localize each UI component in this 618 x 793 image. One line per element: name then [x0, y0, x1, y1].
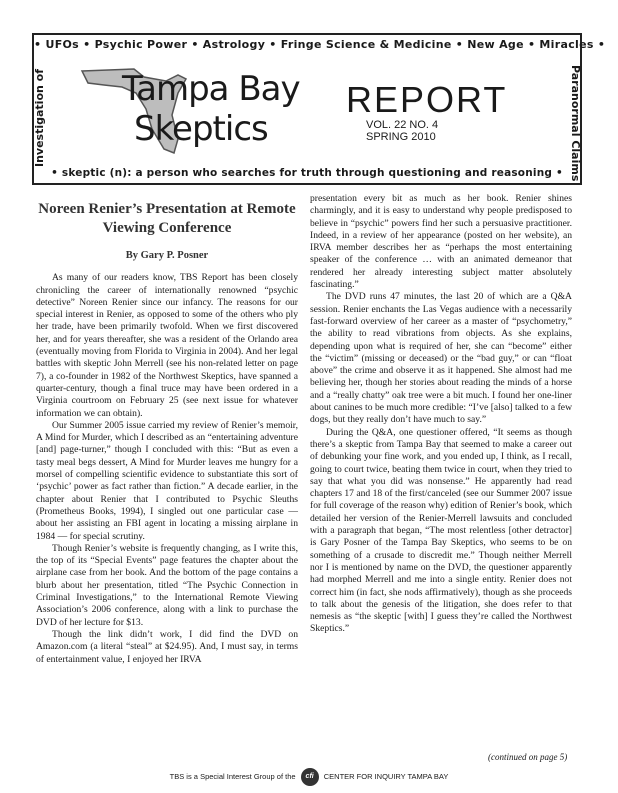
paragraph: Though the link didn’t work, I did find the DVD on Amazon.com (a literal “steal” at $24.95). And, I must say, in terms of entertainment value, I enjoyed her IRVA — [36, 628, 298, 665]
paragraph: Our Summer 2005 issue carried my review of Renier’s memoir, A Mind for Murder, which I described as an “entertaining adventure [and] page-turner,” though I concluded with this: “But as even a tasty meal begs dessert, A Mind for Murder leaves me hungry for a morsel of compelling scientific evidence to substantiate this sort of ‘psychic’ power as fact rather than fiction.” A decade earlier, in the chapter about Renier that I contributed to Psychic Sleuths (Prometheus Books, 1994), I singled out one particular case — about her assisting an FBI agent in locating a missing airplane in 1984 — for special scrutiny. — [36, 419, 298, 542]
brand-name-line2: Skeptics — [134, 109, 268, 149]
masthead-tagline: • skeptic (n): a person who searches for truth through questioning and reasoning • — [51, 167, 563, 179]
paragraph: The DVD runs 47 minutes, the last 20 of which are a Q&A session. Renier enchants the Las Vegas audience with a necessarily fast-forward overview of her career as a master of “psychometry,” the ability to read vibrations from objects. As she explains, depending upon what is required of her, she can “become” either the “victim” (missing or deceased) or the “bad guy,” or can “float above” the crime and observe it as it happened. She almost had me believing her, though her stories about reading the minds of a horse and a “really chatty” oak tree were a bit much. I found her one-liner about canines to be much more credible: “I’ve [also] talked to a few dogs, but they really don’t have much to say.” — [310, 291, 572, 426]
footer-text-right: CENTER FOR INQUIRY TAMPA BAY — [323, 771, 449, 781]
continued-note: (continued on page 5) — [488, 752, 568, 762]
cfi-logo-icon: cfi — [301, 768, 319, 786]
report-title: REPORT — [346, 79, 508, 120]
paragraph: During the Q&A, one questioner offered, “It seems as though there’s a skeptic from Tampa Bay that seemed to make a career out of debunking your fine work, and you ended up, I think, as I recall, going to court twice, beating them twice in court, when they tried to say that what you did was nonsense.” He apparently had read chapters 17 and 18 of the first/canceled (see our Summer 2007 issue for full coverage of the reason why) edition of Renier’s book, which detailed her version of the Renier-Merrell lawsuits and concluded with a paragraph that began, “The most relentless [other detractor] is Gary Posner of the Tampa Bay Skeptics, who seems to be on something of a crusade to discredit me.” Though neither Merrell nor I is mentioned by name on the DVD, the questioner apparently had morphed Merrell and me into a single entity. Renier does not correct him (in fact, she nods affirmatively), though as she proceeds to talk about the genesis of the litigation, she does refer to that nemesis as “the skeptic [with] I guess they’re called the Northwest Skeptics.” — [310, 426, 572, 635]
paragraph: As many of our readers know, TBS Report has been closely chronicling the career of internationally renowned “psychic detective” Noreen Renier since our infancy. The reasons for our special interest in Renier, as opposed to some of the others who ply her trade, have been primarily twofold. When we first discovered her, and for years thereafter, she was a resident of the Orlando area (eventually moving from Florida to Virginia in 2004). And her legal battles with skeptic John Merrell (see his non-related letter on page 7), a co-founder in 1982 of the Northwest Skeptics, have spanned a quarter-century, though a final truce may have been ordered in a Virginia courtroom on February 25 (see next issue for whatever information we can obtain). — [36, 272, 298, 419]
masthead-topline: • UFOs • Psychic Power • Astrology • Fringe Science & Medicine • New Age • Miracles • — [34, 38, 606, 51]
article-byline: By Gary P. Posner — [125, 250, 209, 261]
masthead-right-vertical-text: Paranormal Claims — [569, 65, 582, 182]
article-title: Noreen Renier’s Presentation at Remote Viewing Conference — [38, 201, 296, 236]
issue-info — [366, 119, 438, 143]
paragraph: Though Renier’s website is frequently changing, as I write this, the top of its “Special Events” page features the chapter about the airplane case from her book. And the bottom of the page contains a blurb about her presentation, titled “The Psychic Connection in Criminal Investigations,” to the International Remote Viewing Association’s 2006 conference, along with a link to purchase the DVD of her lecture for $13. — [36, 542, 298, 628]
paragraph: presentation every bit as much as her book. Renier shines charmingly, and it is easy to understand why people predisposed to believe in “psychic” powers find her such a persuasive practitioner. Indeed, in a review of her appearance (posted on her website), an IRVA member describes her as “perhaps the most entertaining speaker of the conference … with an animated demeanor that rendered her already interesting subject matter absolutely fascinating.” — [310, 193, 572, 291]
left-column — [36, 200, 298, 666]
volume-number: VOL. 22 NO. 4 — [366, 119, 439, 131]
masthead — [32, 33, 606, 185]
masthead-left-vertical-text: Investigation of — [33, 68, 46, 168]
issue-season: SPRING 2010 — [366, 131, 436, 143]
footer — [0, 768, 618, 786]
brand-name-line1: Tampa Bay — [122, 69, 300, 109]
right-column — [310, 193, 572, 636]
footer-text-left: TBS is a Special Interest Group of the — [169, 771, 296, 781]
